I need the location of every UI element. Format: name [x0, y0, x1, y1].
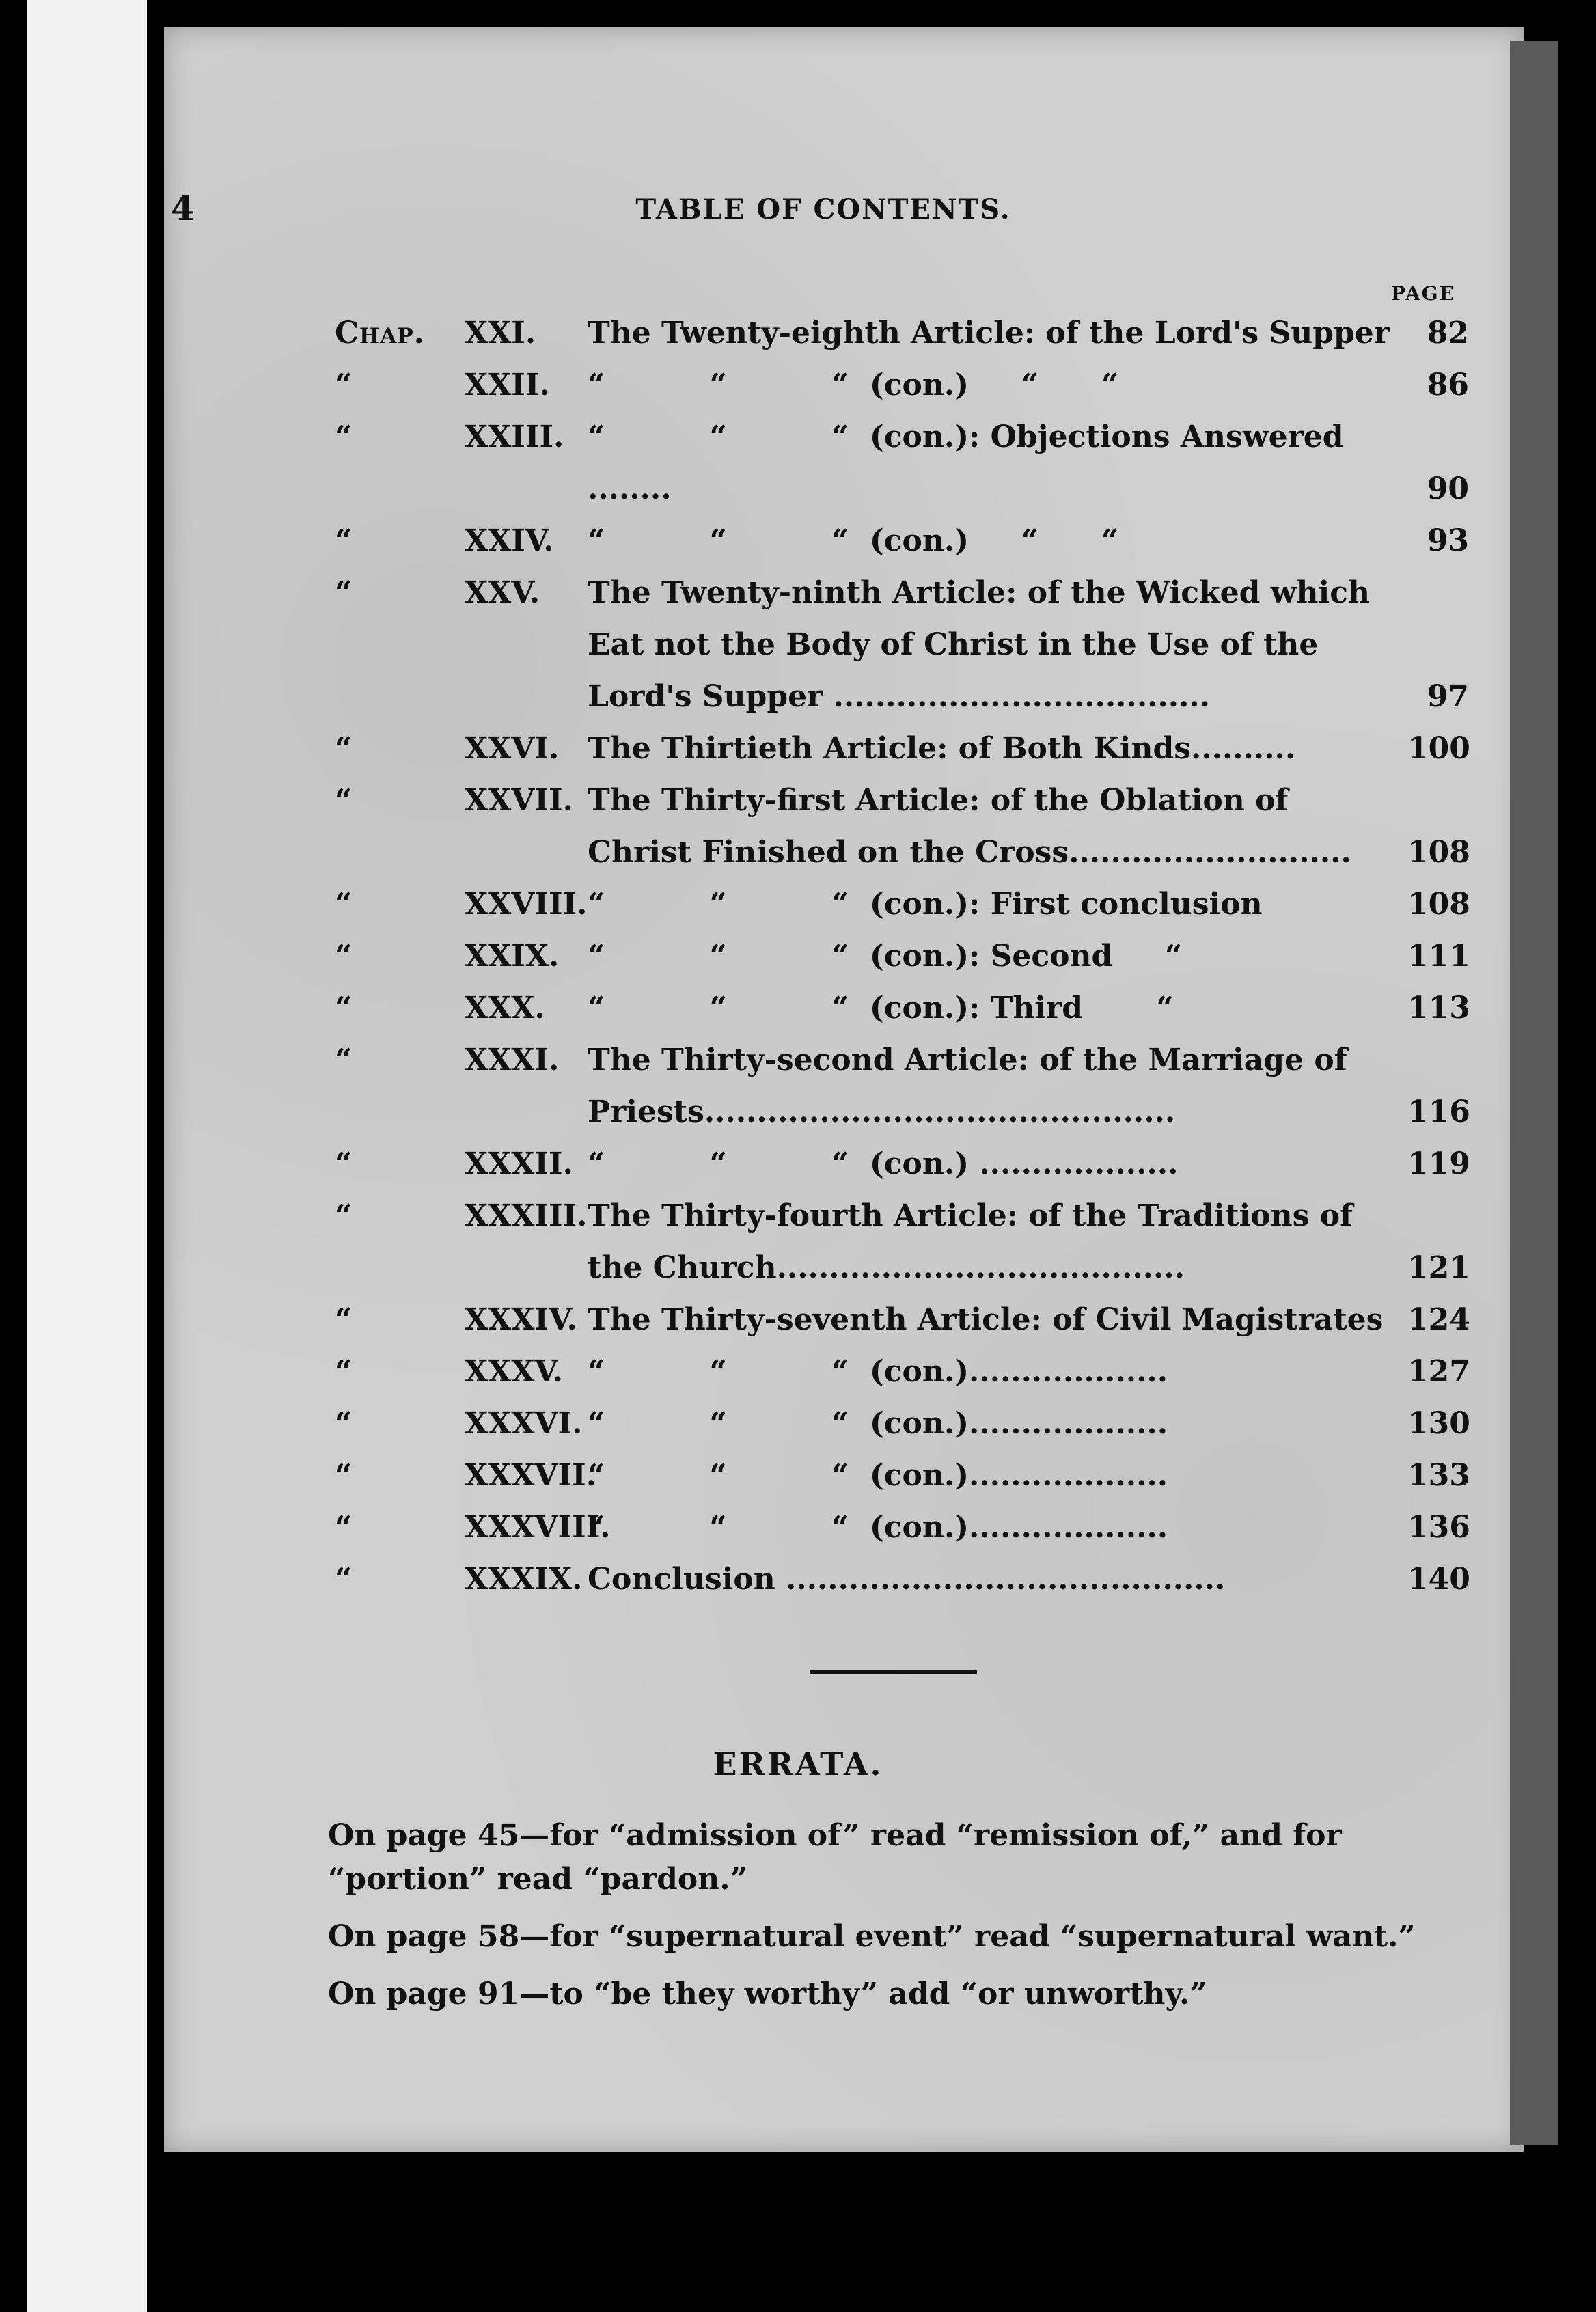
toc-chapter-numeral: XXXVII. — [465, 1458, 597, 1493]
toc-chap-word: “ — [335, 731, 353, 766]
toc-chapter-label — [335, 1346, 581, 1398]
toc-page-number: 130 — [1407, 1406, 1470, 1441]
toc-chap-word: “ — [335, 1510, 353, 1545]
toc-entry — [335, 879, 1469, 931]
toc-chap-word: “ — [335, 575, 353, 610]
toc-chapter-numeral: XXXI. — [465, 1043, 560, 1077]
errata-item: On page 91—to “be they worthy” add “or unworthy.” — [328, 1977, 1207, 2011]
section-divider — [810, 1670, 977, 1674]
toc-chapter-label — [335, 931, 581, 982]
toc-chapter-label — [335, 1190, 588, 1242]
toc-chapter-label — [335, 411, 581, 463]
toc-entry-text: “ “ “ (con.)................... — [588, 1510, 1168, 1545]
toc-entry-title — [588, 1502, 1469, 1554]
toc-entry-title — [588, 931, 1469, 982]
toc-chap-word: “ — [335, 419, 353, 454]
toc-chapter-label — [335, 1554, 581, 1606]
toc-entry-title — [588, 1034, 1469, 1138]
page-column-label: PAGE — [1391, 282, 1455, 305]
toc-entry-title — [588, 1138, 1469, 1190]
toc-entry-text: “ “ “ (con.) “ “ — [588, 523, 1119, 558]
toc-entry — [335, 1346, 1469, 1398]
toc-entry — [335, 307, 1469, 359]
toc-entry-title — [588, 982, 1469, 1034]
toc-entry-title — [588, 879, 1469, 931]
toc-page-number: 127 — [1407, 1354, 1470, 1389]
toc-entry-text: The Thirty-fourth Article: of the Traditions of the Church....................................... — [588, 1198, 1364, 1285]
toc-chapter-numeral: XXXVI. — [465, 1406, 583, 1441]
toc-chapter-label — [335, 307, 581, 359]
toc-chapter-numeral: XXXII. — [465, 1146, 573, 1181]
toc-entry — [335, 1190, 1469, 1294]
errata-list — [328, 1814, 1462, 2030]
toc-entry-text: “ “ “ (con.): First conclusion — [588, 887, 1263, 922]
toc-page-number: 82 — [1427, 316, 1469, 350]
toc-chapter-numeral: XXI. — [465, 316, 536, 350]
toc-entry-text: The Twenty-ninth Article: of the Wicked which Eat not the Body of Christ in the Use of the Lord's Supper .................................... — [588, 575, 1381, 714]
toc-chapter-numeral: XXXIX. — [465, 1562, 583, 1597]
toc-entry-title — [588, 411, 1469, 515]
toc-page-number: 124 — [1407, 1302, 1470, 1337]
toc-chapter-label — [335, 1138, 581, 1190]
toc-chapter-label — [335, 1034, 581, 1086]
toc-chapter-label — [335, 775, 581, 827]
toc-entry — [335, 1034, 1469, 1138]
toc-entry-text: “ “ “ (con.)................... — [588, 1406, 1168, 1441]
toc-entry-text: “ “ “ (con.): Third “ — [588, 991, 1174, 1026]
toc-page-number: 113 — [1407, 991, 1470, 1026]
scan-black-border-bottom — [157, 2152, 1596, 2312]
toc-chapter-numeral: XXVII. — [465, 783, 573, 818]
toc-entry-title — [588, 307, 1469, 359]
running-head: TABLE OF CONTENTS. — [635, 193, 1011, 225]
toc-chapter-label — [335, 515, 581, 567]
table-of-contents — [335, 280, 1469, 1606]
toc-chapter-label — [335, 1398, 581, 1450]
toc-entry — [335, 567, 1469, 723]
toc-entry-text: The Thirtieth Article: of Both Kinds.......... — [588, 731, 1296, 766]
toc-entry-title — [588, 1190, 1469, 1294]
toc-entry — [335, 1450, 1469, 1502]
toc-chap-word: “ — [335, 1198, 353, 1233]
toc-entry-text: “ “ “ (con.)................... — [588, 1354, 1168, 1389]
toc-entry — [335, 775, 1469, 879]
toc-page-number: 136 — [1407, 1510, 1470, 1545]
toc-entry-title — [588, 1346, 1469, 1398]
toc-chap-word: Chap. — [335, 316, 425, 350]
toc-chapter-numeral: XXXIII. — [465, 1198, 588, 1233]
errata-title: ERRATA. — [713, 1746, 883, 1783]
toc-entry-title — [588, 775, 1469, 879]
toc-chap-word: “ — [335, 1458, 353, 1493]
toc-chapter-label — [335, 1502, 611, 1554]
toc-chapter-numeral: XXIV. — [465, 523, 554, 558]
toc-entry-text: “ “ “ (con.) “ “ — [588, 368, 1119, 402]
toc-entry-text: The Thirty-first Article: of the Oblation of Christ Finished on the Cross........................... — [588, 783, 1351, 870]
toc-entry — [335, 515, 1469, 567]
toc-entry — [335, 723, 1469, 775]
toc-entry — [335, 359, 1469, 411]
toc-page-number: 133 — [1407, 1458, 1470, 1493]
toc-entry-title — [588, 723, 1469, 775]
toc-entry-title — [588, 1294, 1469, 1346]
toc-page-number: 90 — [1427, 471, 1469, 506]
toc-chapter-label — [335, 1450, 597, 1502]
toc-chap-word: “ — [335, 887, 353, 922]
toc-chapter-numeral: XXIX. — [465, 939, 560, 974]
toc-chap-word: “ — [335, 1406, 353, 1441]
toc-chapter-label — [335, 359, 581, 411]
page-header — [171, 188, 1476, 236]
toc-entry-text: “ “ “ (con.)................... — [588, 1458, 1168, 1493]
toc-entry — [335, 1138, 1469, 1190]
toc-chap-word: “ — [335, 368, 353, 402]
toc-chapter-numeral: XXXVIII. — [465, 1510, 611, 1545]
toc-chapter-numeral: XXIII. — [465, 419, 564, 454]
toc-entry-text: Conclusion .......................................... — [588, 1562, 1226, 1597]
toc-entry — [335, 982, 1469, 1034]
toc-chapter-numeral: XXV. — [465, 575, 540, 610]
toc-page-number: 121 — [1407, 1250, 1470, 1285]
toc-entry — [335, 1554, 1469, 1606]
toc-page-number: 111 — [1407, 939, 1470, 974]
toc-page-number: 97 — [1427, 679, 1469, 714]
toc-chap-word: “ — [335, 1146, 353, 1181]
toc-entry-text: “ “ “ (con.): Second “ — [588, 939, 1183, 974]
toc-chapter-label — [335, 723, 581, 775]
toc-chap-word: “ — [335, 1302, 353, 1337]
toc-chap-word: “ — [335, 939, 353, 974]
toc-chapter-numeral: XXXV. — [465, 1354, 564, 1389]
toc-entry — [335, 411, 1469, 515]
toc-chapter-numeral: XXVI. — [465, 731, 560, 766]
toc-entry — [335, 1294, 1469, 1346]
toc-entry-text: The Twenty-eighth Article: of the Lord's Supper — [588, 316, 1390, 350]
toc-entry-title — [588, 567, 1469, 723]
toc-chapter-label — [335, 879, 588, 931]
toc-entry-title — [588, 1554, 1469, 1606]
toc-page-number: 108 — [1407, 887, 1470, 922]
toc-chapter-numeral: XXX. — [465, 991, 545, 1026]
toc-page-number: 100 — [1407, 731, 1470, 766]
toc-chapter-numeral: XXXIV. — [465, 1302, 577, 1337]
toc-entry — [335, 1398, 1469, 1450]
toc-entry-title — [588, 359, 1469, 411]
toc-entry-text: The Thirty-seventh Article: of Civil Magistrates — [588, 1302, 1384, 1337]
toc-chapter-numeral: XXVIII. — [465, 887, 588, 922]
errata-item: On page 58—for “supernatural event” read “supernatural want.” — [328, 1919, 1416, 1954]
errata-item: On page 45—for “admission of” read “remission of,” and for “portion” read “pardon.” — [328, 1818, 1342, 1897]
toc-page-number: 86 — [1427, 368, 1469, 402]
toc-entry-title — [588, 515, 1469, 567]
toc-chap-word: “ — [335, 1354, 353, 1389]
toc-page-number: 119 — [1407, 1146, 1470, 1181]
page-edge-shadow — [1510, 41, 1558, 2145]
scan-white-strip — [27, 0, 147, 2312]
toc-chap-word: “ — [335, 783, 353, 818]
toc-chapter-label — [335, 567, 581, 619]
toc-chap-word: “ — [335, 1043, 353, 1077]
toc-chap-word: “ — [335, 1562, 353, 1597]
toc-entry-title — [588, 1450, 1469, 1502]
toc-page-number: 116 — [1407, 1095, 1470, 1129]
toc-chap-word: “ — [335, 991, 353, 1026]
toc-entry-text: The Thirty-second Article: of the Marriage of Priests............................................. — [588, 1043, 1358, 1129]
toc-page-number: 93 — [1427, 523, 1469, 558]
toc-chap-word: “ — [335, 523, 353, 558]
toc-entry — [335, 1502, 1469, 1554]
toc-entry-title — [588, 1398, 1469, 1450]
page-number: 4 — [171, 188, 195, 228]
toc-page-number: 108 — [1407, 835, 1470, 870]
toc-page-number: 140 — [1407, 1562, 1470, 1597]
toc-entry-text: “ “ “ (con.): Objections Answered ........ — [588, 419, 1354, 506]
toc-rows — [335, 280, 1469, 1606]
toc-chapter-numeral: XXII. — [465, 368, 550, 402]
toc-chapter-label — [335, 1294, 581, 1346]
toc-chapter-label — [335, 982, 581, 1034]
toc-entry — [335, 931, 1469, 982]
toc-entry-text: “ “ “ (con.) ................... — [588, 1146, 1179, 1181]
